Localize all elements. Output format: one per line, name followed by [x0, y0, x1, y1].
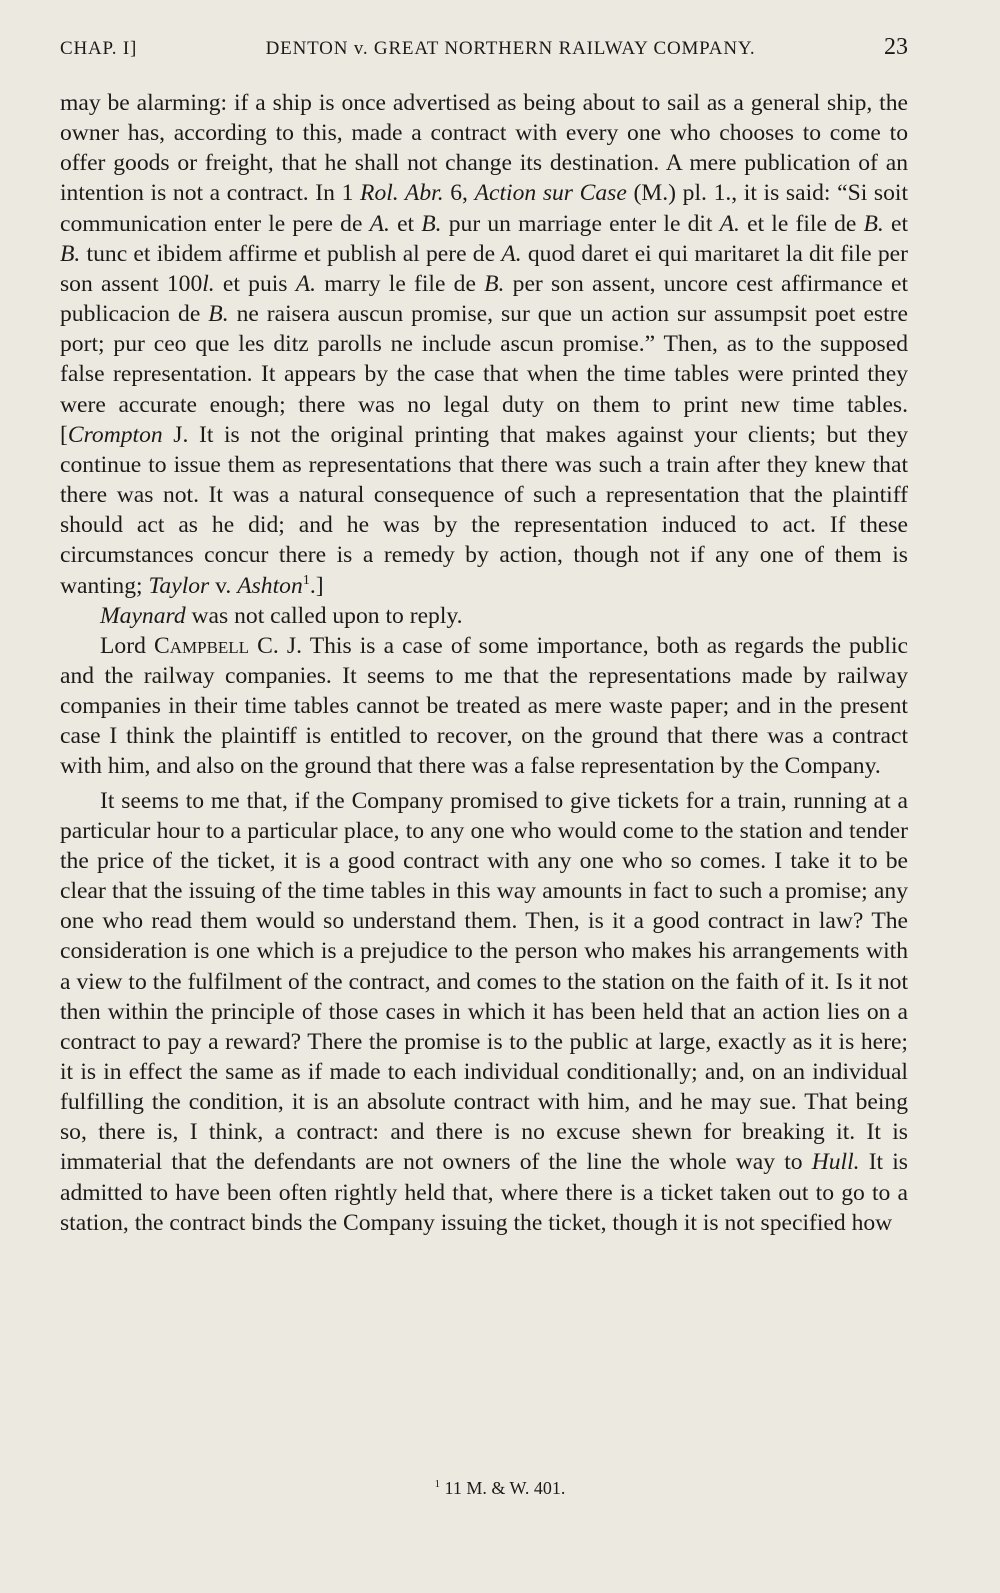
italic-text: Rol. Abr. [360, 180, 444, 207]
paragraph-argument [60, 88, 908, 601]
italic-text: l. [202, 270, 215, 297]
text-run: per son assent, uncore cest affirmance et publicacion de [60, 270, 909, 328]
paragraph-maynard [60, 601, 908, 631]
text-run: et [883, 210, 908, 237]
running-header [60, 34, 908, 61]
small-caps-name: Campbell [153, 632, 250, 659]
footnote [0, 1478, 1000, 1499]
italic-text: A. [295, 270, 317, 297]
text-run: pur un marriage enter le dit [441, 210, 720, 237]
text-run: marry le file de [316, 270, 485, 297]
italic-text: B. [208, 301, 229, 328]
italic-text: B. [421, 210, 442, 237]
text-run: was not called upon to reply. [185, 602, 463, 629]
text-run: It is admitted to have been often rightly held that, where there is a ticket taken out to go to a station, the contract binds the Company issuing the ticket, though it is not specified how [60, 1149, 908, 1236]
text-run: ne raisera auscun promise, sur que un action sur assumpsit poet estre port; pur ceo que les ditz parolls ne include ascun promise.” Then, as to the supposed false representation. It appears by the case that when the time tables were printed they were accurate enough; there was no legal duty on them to print new time tables. [ [60, 301, 908, 448]
italic-text: A. [719, 210, 740, 237]
page-number: 23 [883, 34, 908, 60]
text-run: (M.) pl. 1., it is said: “Si soit communication enter le pere de [60, 180, 909, 237]
italic-text: Maynard [100, 602, 186, 629]
text-run: J. It is not the original printing that makes against your clients; but they continue to issue them as representations that there was such a train after they knew that there was not. It was a natural consequence of such a representation that the plaintiff should act as he did; and he was by the representation induced to act. If these circumstances concur there is a remedy by action, though not if any one of them is wanting; [60, 421, 908, 599]
text-run: et puis [214, 270, 296, 297]
italic-text: A. [501, 240, 522, 267]
text-run: 6, [443, 180, 475, 207]
running-title: DENTON v. GREAT NORTHERN RAILWAY COMPANY. [265, 38, 756, 59]
footnote-marker: 1 [434, 1478, 441, 1490]
italic-text: B. [60, 240, 81, 267]
text-run: v. [209, 572, 238, 599]
footnote-reference: 1 [302, 571, 310, 588]
text-run: et [389, 210, 422, 237]
italic-text: Crompton [67, 421, 163, 448]
paragraph-contract-reasoning [60, 786, 908, 1238]
footnote-text: 11 M. & W. 401. [440, 1478, 566, 1498]
text-run: C. J. This is a case of some importance, both as regards the public and the railway companies. It seems to me that the representations made by railway companies in their time tables cannot be treated as mere waste paper; and in the present case I think the plaintiff is entitled to recover, on the ground that there was a contract with him, and also on the ground that there was a false representation by the Company. [60, 632, 908, 780]
text-run: tunc et ibidem affirme et publish al pere de [80, 240, 502, 267]
text-run: et le file de [739, 210, 864, 237]
text-run: Lord [100, 632, 154, 659]
paragraph-campbell-opinion [60, 631, 908, 782]
chapter-label: CHAP. I] [60, 38, 138, 59]
text-run: may be alarming: if a ship is once advertised as being about to sail as a general ship, the owner has, according to this, made a contract with every one who chooses to come to offer goods or freight, that he shall not change its destination. A mere publication of an intention is not a contract. In 1 [60, 90, 908, 207]
italic-text: Taylor [148, 572, 210, 599]
italic-text: Ashton [237, 572, 303, 599]
text-run: .] [309, 572, 324, 599]
text-run: It seems to me that, if the Company promised to give tickets for a train, running at a particular hour to a particular place, to any one who would come to the station and tender the price of the ticket, it is a good contract with any one who so comes. I take it to be clear that the issuing of the time tables in this way amounts in fact to such a promise; any one who read them would so understand them. Then, is it a good contract in law? The consideration is one which is a prejudice to the person who makes his arrangements with a view to the fulfilment of the contract, and comes to the station on the faith of it. Is it not then within the principle of those cases in which it has been held that an action lies on a contract to pay a reward? There the promise is to the public at large, exactly as it is here; it is in effect the same as if made to each individual conditionally; and, on an individual fulfilling the condition, it is an absolute contract with him, and he may sue. That being so, there is, I think, a contract: and there is no excuse shewn for breaking it. It is immaterial that the defendants are not owners of the line the whole way to [60, 787, 908, 1176]
italic-text: A. [369, 210, 390, 237]
text-run: quod daret ei qui maritaret la dit file per son assent 100 [60, 240, 908, 297]
italic-text: Hull. [811, 1149, 860, 1176]
italic-text: Action sur Case [474, 180, 627, 207]
italic-text: B. [863, 210, 884, 237]
italic-text: B. [484, 270, 505, 297]
body-text [60, 88, 908, 1238]
